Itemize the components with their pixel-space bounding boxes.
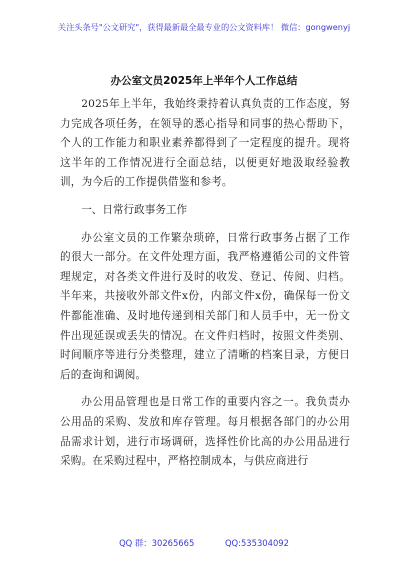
header-banner: 关注头条号"公文研究"，获得最新最全最专业的公文资料库！ 微信：gongwenyj <box>57 22 351 32</box>
footer-qq: QQ:535304092 <box>224 538 289 548</box>
document-body <box>60 95 350 480</box>
footer-contact <box>0 537 408 549</box>
document-title: 办公室文员2025年上半年个人工作总结 <box>110 75 298 87</box>
paragraph-supplies: 办公用品管理也是日常工作的重要内容之一。我负责办公用品的采购、发放和库存管理。每月根据各部门的办公用品需求计划，进行市场调研，选择性价比高的办公用品进行采购。在采购过程中，严格控制成本，与供应商进行 <box>60 396 350 468</box>
footer-qq-group: QQ 群：30265665 <box>119 538 195 548</box>
paragraph-intro: 2025年上半年，我始终秉持着认真负责的工作态度，努力完成各项任务，在领导的悉心指导和同事的热心帮助下，个人的工作能力和职业素养都得到了一定程度的提升。现将这半年的工作情况进行全面总结，以便更好地汲取经验教训，为今后的工作提供借鉴和参考。 <box>60 98 350 189</box>
paragraph-documents: 办公室文员的工作繁杂琐碎，日常行政事务占据了工作的很大一部分。在文件处理方面，我严格遵循公司的文件管理规定，对各类文件进行及时的收发、登记、传阅、归档。半年来，共接收外部文件x份，内部文件x份，确保每一份文件都能准确、及时地传递到相关部门和人员手中，无一份文件出现延误或丢失的情况。在文件归档时，按照文件类别、时间顺序等进行分类整理，建立了清晰的档案目录，方便日后的查询和调阅。 <box>60 231 350 381</box>
section-heading: 一、日常行政事务工作 <box>81 203 188 216</box>
